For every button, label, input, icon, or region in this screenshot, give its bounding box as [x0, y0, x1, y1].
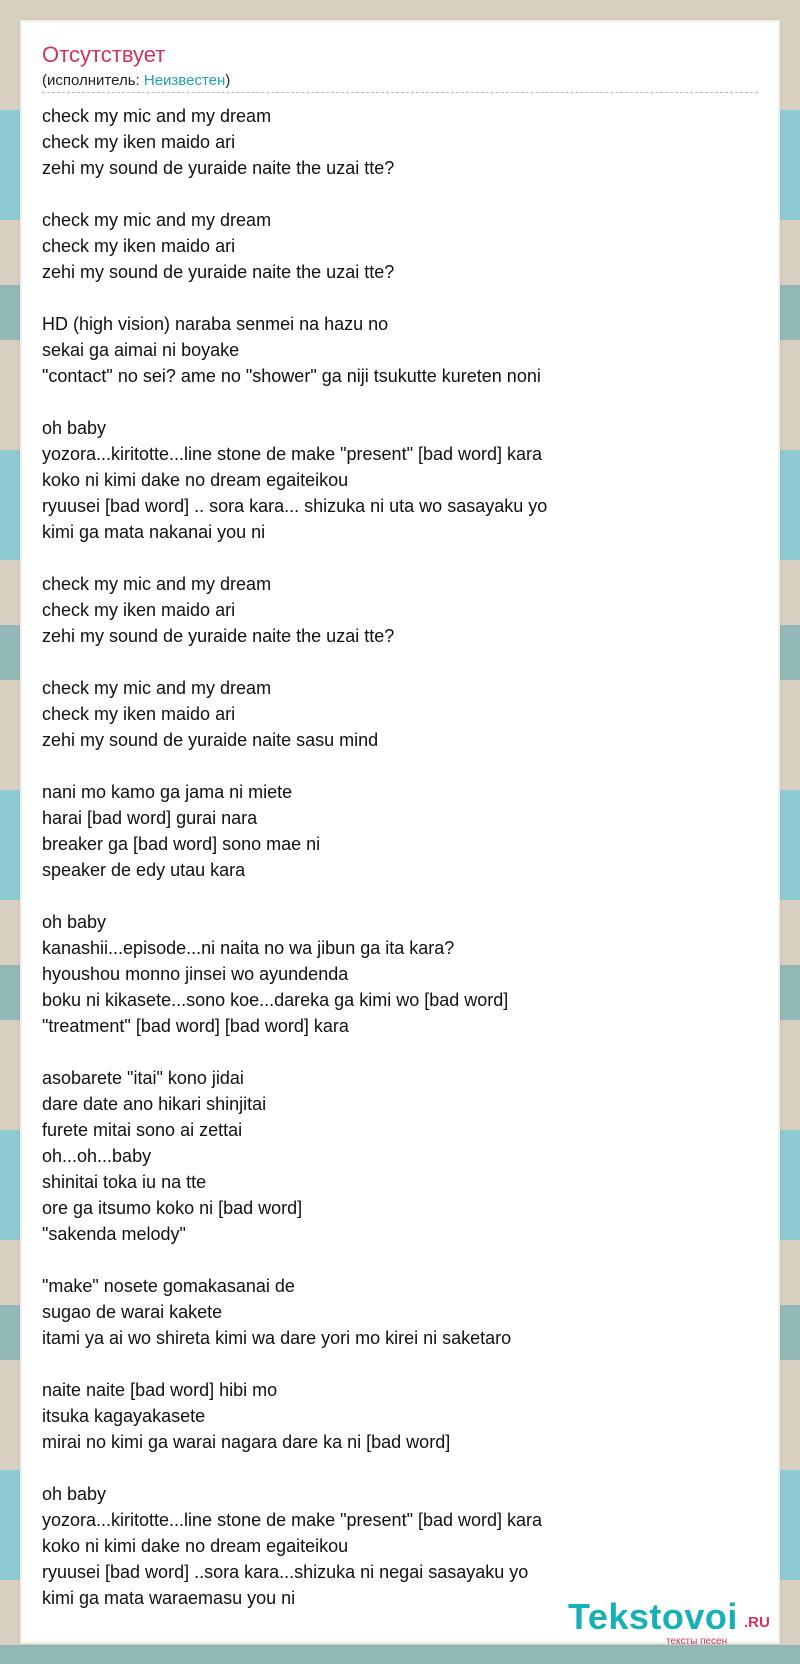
- lyric-line: oh baby: [42, 418, 107, 438]
- lyric-line: "sakenda melody": [42, 1224, 186, 1244]
- lyric-line: zehi my sound de yuraide naite the uzai tte?: [42, 262, 395, 282]
- lyric-line: zehi my sound de yuraide naite the uzai tte?: [42, 158, 395, 178]
- lyrics-body: [42, 103, 758, 1611]
- lyric-line: kimi ga mata nakanai you ni: [42, 522, 266, 542]
- stanza-break: [42, 545, 758, 571]
- lyric-line: shinitai toka iu na tte: [42, 1172, 207, 1192]
- lyric-line: kimi ga mata waraemasu you ni: [42, 1588, 296, 1608]
- site-logo[interactable]: [568, 1596, 770, 1647]
- artist-line: [42, 72, 230, 89]
- lyric-line: ryuusei [bad word] ..sora kara...shizuka ni negai sasayaku yo: [42, 1562, 529, 1582]
- lyric-line: breaker ga [bad word] sono mae ni: [42, 834, 321, 854]
- lyric-line: sugao de warai kakete: [42, 1302, 223, 1322]
- lyric-line: check my mic and my dream: [42, 106, 272, 126]
- song-title: Отсутствует: [42, 42, 166, 67]
- lyric-line: sekai ga aimai ni boyake: [42, 340, 240, 360]
- artist-suffix: ): [225, 72, 231, 89]
- lyric-line: hyoushou monno jinsei wo ayundenda: [42, 964, 349, 984]
- stanza-break: [42, 883, 758, 909]
- lyric-line: oh baby: [42, 1484, 107, 1504]
- lyric-line: check my mic and my dream: [42, 574, 272, 594]
- logo-name: Tekstovoi: [568, 1596, 738, 1637]
- lyric-line: koko ni kimi dake no dream egaiteikou: [42, 1536, 349, 1556]
- lyric-line: check my mic and my dream: [42, 210, 272, 230]
- lyric-line: ryuusei [bad word] .. sora kara... shizuka ni uta wo sasayaku yo: [42, 496, 548, 516]
- lyric-line: zehi my sound de yuraide naite sasu mind: [42, 730, 379, 750]
- artist-prefix: (исполнитель:: [42, 72, 144, 89]
- stanza-break: [42, 1039, 758, 1065]
- lyric-line: zehi my sound de yuraide naite the uzai tte?: [42, 626, 395, 646]
- stanza-break: [42, 285, 758, 311]
- lyric-line: boku ni kikasete...sono koe...dareka ga kimi wo [bad word]: [42, 990, 509, 1010]
- lyric-line: koko ni kimi dake no dream egaiteikou: [42, 470, 349, 490]
- lyric-line: yozora...kiritotte...line stone de make "present" [bad word] kara: [42, 444, 543, 464]
- lyric-line: oh...oh...baby: [42, 1146, 152, 1166]
- lyric-line: ore ga itsumo koko ni [bad word]: [42, 1198, 303, 1218]
- lyric-line: itami ya ai wo shireta kimi wa dare yori mo kirei ni saketaro: [42, 1328, 512, 1348]
- lyric-line: nani mo kamo ga jama ni miete: [42, 782, 293, 802]
- stanza-break: [42, 753, 758, 779]
- lyric-line: check my iken maido ari: [42, 132, 236, 152]
- lyric-line: "make" nosete gomakasanai de: [42, 1276, 295, 1296]
- lyric-line: itsuka kagayakasete: [42, 1406, 206, 1426]
- lyric-line: "treatment" [bad word] [bad word] kara: [42, 1016, 349, 1036]
- lyric-line: check my iken maido ari: [42, 236, 236, 256]
- stanza-break: [42, 1247, 758, 1273]
- artist-link[interactable]: Неизвестен: [143, 72, 226, 89]
- stanza-break: [42, 1455, 758, 1481]
- logo-tld: .RU: [744, 1614, 770, 1631]
- lyric-line: oh baby: [42, 912, 107, 932]
- page-card: [22, 22, 778, 1647]
- lyric-line: HD (high vision) naraba senmei na hazu no: [42, 314, 389, 334]
- lyric-line: naite naite [bad word] hibi mo: [42, 1380, 278, 1400]
- lyric-line: kanashii...episode...ni naita no wa jibun ga ita kara?: [42, 938, 455, 958]
- logo-tagline: тексты песен: [666, 1636, 728, 1647]
- lyric-line: check my mic and my dream: [42, 678, 272, 698]
- lyric-line: check my iken maido ari: [42, 600, 236, 620]
- lyric-line: "contact" no sei? ame no "shower" ga niji tsukutte kureten noni: [42, 366, 541, 386]
- lyric-line: check my iken maido ari: [42, 704, 236, 724]
- lyric-line: yozora...kiritotte...line stone de make "present" [bad word] kara: [42, 1510, 543, 1530]
- stanza-break: [42, 389, 758, 415]
- lyric-line: asobarete "itai" kono jidai: [42, 1068, 244, 1088]
- stanza-break: [42, 1351, 758, 1377]
- lyric-line: harai [bad word] gurai nara: [42, 808, 258, 828]
- lyric-line: furete mitai sono ai zettai: [42, 1120, 243, 1140]
- lyric-line: speaker de edy utau kara: [42, 860, 246, 880]
- header-divider: [42, 92, 758, 93]
- lyric-line: mirai no kimi ga warai nagara dare ka ni [bad word]: [42, 1432, 451, 1452]
- stanza-break: [42, 181, 758, 207]
- stanza-break: [42, 649, 758, 675]
- lyric-line: dare date ano hikari shinjitai: [42, 1094, 267, 1114]
